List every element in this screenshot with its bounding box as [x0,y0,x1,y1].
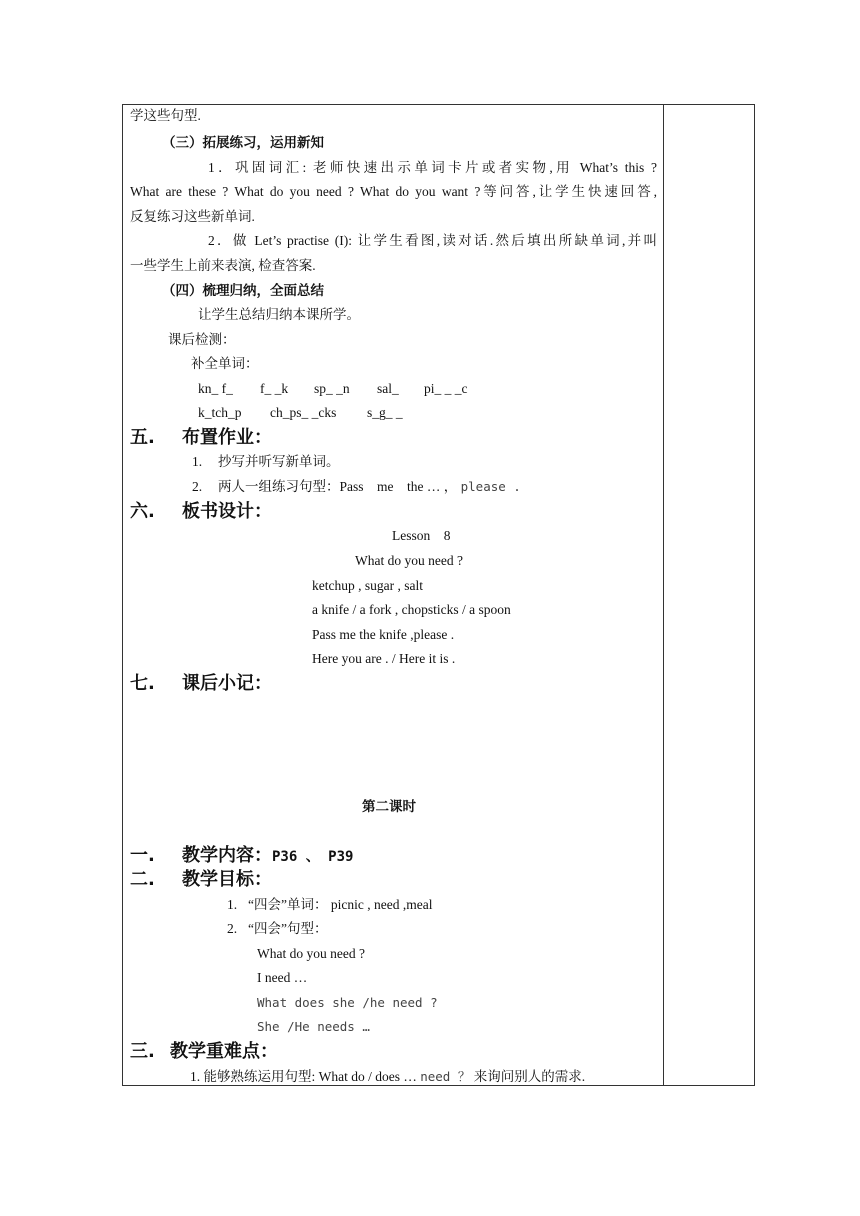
section-heading: 教学内容：P36 、 P39 [182,845,354,866]
section-heading: 教学目标： [182,869,272,890]
text-line: 2．做 Let’s practise (I): 让学生看图,读对话.然后填出所缺单词,并叫 [208,233,657,248]
text-line: What are these ? What do you need ? What do you want ?等问答,让学生快速回答, [130,184,657,199]
list-number: 1. [227,897,238,912]
fill-word: pi_ _ _c [424,381,468,396]
section-number: 三. [130,1041,155,1062]
fill-word: sal_ [377,381,399,396]
section-number: 七. [130,673,155,694]
text-line: 一些学生上前来表演, 检查答案. [130,258,316,273]
list-item: 抄写并听写新单词。 [218,454,340,469]
board-line: a knife / a fork , chopsticks / a spoon [312,602,511,617]
sentence-pattern: I need … [257,970,308,985]
list-number: 2. [192,479,203,494]
section-number: 六. [130,501,155,522]
sentence-pattern: What does she /he need ? [257,995,438,1010]
section-number: 一. [130,845,155,866]
text-line: 补全单词： [191,356,259,371]
subsection-heading: （三）拓展练习，运用新知 [162,135,324,150]
text-line: 课后检测： [168,332,236,347]
text-line: 学这些句型. [130,108,201,123]
list-number: 2. [227,921,238,936]
list-item: 两人一组练习句型：Pass me the … ， please . [218,479,521,494]
sentence-pattern: She /He needs … [257,1019,370,1034]
fill-word: k_tch_p [198,405,242,420]
text-line: 1．巩固词汇: 老师快速出示单词卡片或者实物,用 What’s this ? [208,160,657,175]
section-heading: 教学重难点： [170,1041,278,1062]
board-line: ketchup , sugar , salt [312,578,423,593]
fill-word: ch_ps_ _cks [270,405,337,420]
list-item: 1. 能够熟练运用句型: What do / does … need ？ 来询问别人的需求. [190,1069,586,1084]
list-item: “四会”句型： [248,921,328,936]
board-line: Pass me the knife ,please . [312,627,455,642]
list-item: “四会”单词： picnic , need ,meal [248,897,433,912]
sentence-pattern: What do you need ? [257,946,365,961]
section-number: 五. [130,427,155,448]
board-line: What do you need ? [355,553,463,568]
fill-word: s_g_ _ [367,405,403,420]
section-heading: 课后小记： [182,673,272,694]
period-heading: 第二课时 [362,799,416,814]
column-divider [663,104,664,1086]
text-line: 让学生总结归纳本课所学。 [198,307,360,322]
fill-word: sp_ _n [314,381,350,396]
list-number: 1. [192,454,203,469]
fill-word: kn_ f_ [198,381,233,396]
text-line: 反复练习这些新单词. [130,209,255,224]
subsection-heading: （四）梳理归纳，全面总结 [162,283,324,298]
fill-word: f_ _k [260,381,289,396]
section-heading: 布置作业： [182,427,272,448]
section-heading: 板书设计： [182,501,272,522]
board-line: Lesson 8 [392,528,451,543]
board-line: Here you are . / Here it is . [312,651,456,666]
table-frame [122,104,755,1086]
section-number: 二. [130,869,155,890]
